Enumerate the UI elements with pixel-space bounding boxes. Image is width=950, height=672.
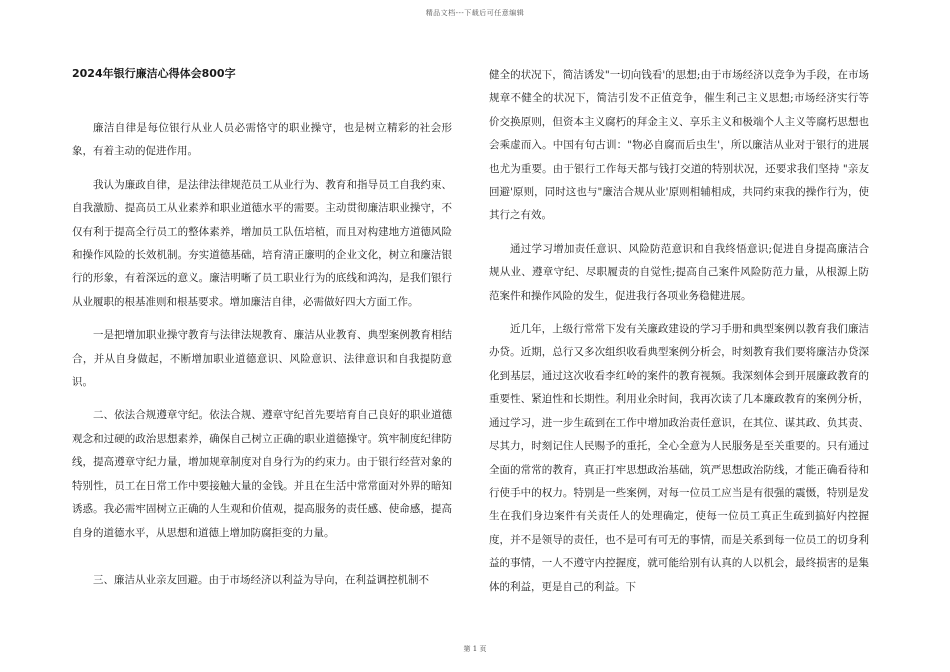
paragraph: 我认为廉政自律，是法律法律规范员工从业行为、教育和指导员工自我约束、自我激励、提高员工从业素养和职业道德水平的需要。主动贯彻廉洁职业操守，不仅有利于提高全行员工的整体素养，增加员工队伍培植，而且对构建地方道德风险和操作风险的长效机制。夯实道德基础，培育清正廉明的企业文化，树立和廉洁银行的形象，有着深远的意义。廉洁明晰了员工职业行为的底线和鸿沟，是我们银行从业履职的根基准则和根基要求。增加廉洁自律，必需做好四大方面工作。 — [72, 178, 452, 308]
paragraph: 三、廉洁从业亲友回避。由于市场经济以利益为导向，在利益调控机制不 — [93, 573, 429, 586]
paragraph: 通过学习增加责任意识、风险防范意识和自我终悟意识;促进自身提高廉洁合规从业、遵章守纪、尽职履责的自觉性;提高自己案件风险防范力量，从根源上防范案件和操作风险的发生，促进我行各项业务稳健进展。 — [489, 242, 869, 302]
page-header: 精品文档---下载后可任意编辑 — [425, 9, 525, 17]
paragraph: 近几年，上级行常常下发有关廉政建设的学习手册和典型案例以教育我们廉洁办贷。近期，总行又多次组织收看典型案例分析会，时刻教育我们要将廉洁办贷深化到基层，通过这次收看李红岭的案件的教育视频。我深刻体会到开展廉政教育的重要性、紧迫性和长期性。利用业余时间，我再次读了几本廉政教育的案例分析，通过学习，进一步生疏到在工作中增加政治责任意识，在其位、谋其政、负其责、尽其力，时刻记住人民赐予的重托，全心全意为人民服务是至关重要的。只有通过全面的常常的教育，真正打牢思想政治基础，筑严思想政治防线，才能正确看待和行使手中的权力。特别是一些案例，对每一位员工应当是有很强的震慑，特别是发生在我们身边案件有关责任人的处理确定，使每一位员工真正生疏到搞好内控握度，并不是领导的责任，也不是可有可无的事情，而是关系到每一位员工的切身利益的事情，一人不遵守内控握度，就可能给别有认真的人以机会，最终损害的是集体的利益，更是自己的利益。下 — [489, 323, 869, 593]
paragraph: 一是把增加职业操守教育与法律法规教育、廉洁从业教育、典型案例教育相结合，并从自身做起，不断增加职业道德意识、风险意识、法律意识和自我提防意识。 — [72, 329, 452, 389]
paragraph: 廉洁自律是每位银行从业人员必需恪守的职业操守，也是树立精彩的社会形象，有着主动的促进作用。 — [72, 122, 452, 158]
page-number: 第 1 页 — [463, 645, 487, 653]
paragraph: 二、依法合规遵章守纪。依法合规、遵章守纪首先要培育自己良好的职业道德观念和过硬的政治思想素养，确保自己树立正确的职业道德操守。筑牢制度纪律防线，提高遵章守纪力量，增加规章制度对自身行为的约束力。由于银行经营对象的特别性，员工在日常工作中要接触大量的金钱。并且在生活中常常面对外界的暗知诱惑。我必需牢固树立正确的人生观和价值观，提高服务的责任感、使命感，提高自身的道德水平，从思想和道德上增加防腐拒变的力量。 — [72, 409, 452, 539]
paragraph: 健全的状况下，简洁诱发"一切向钱看'的思想;由于市场经济以竞争为手段，在市场规章不健全的状况下，简洁引发不正值竞争，催生利己主义思想;市场经济实行等价交换原则，但资本主义腐朽的拜金主义、享乐主义和极端个人主义等腐朽思想也会乘虚而入。中国有句古训："物必自腐而后虫生'，所以廉洁从业对于银行的进展也尤为重要。由于银行工作每天都与钱打交道的特别状况，还要求我们坚持 "亲友回避'原则，同时这也与"廉洁合规从业'原则相辅相成，共同约束我的操作行为，使其行之有效。 — [489, 69, 869, 222]
left-column — [72, 64, 452, 602]
document-title: 2024年银行廉洁心得体会800字 — [72, 67, 236, 80]
right-column — [489, 64, 869, 609]
